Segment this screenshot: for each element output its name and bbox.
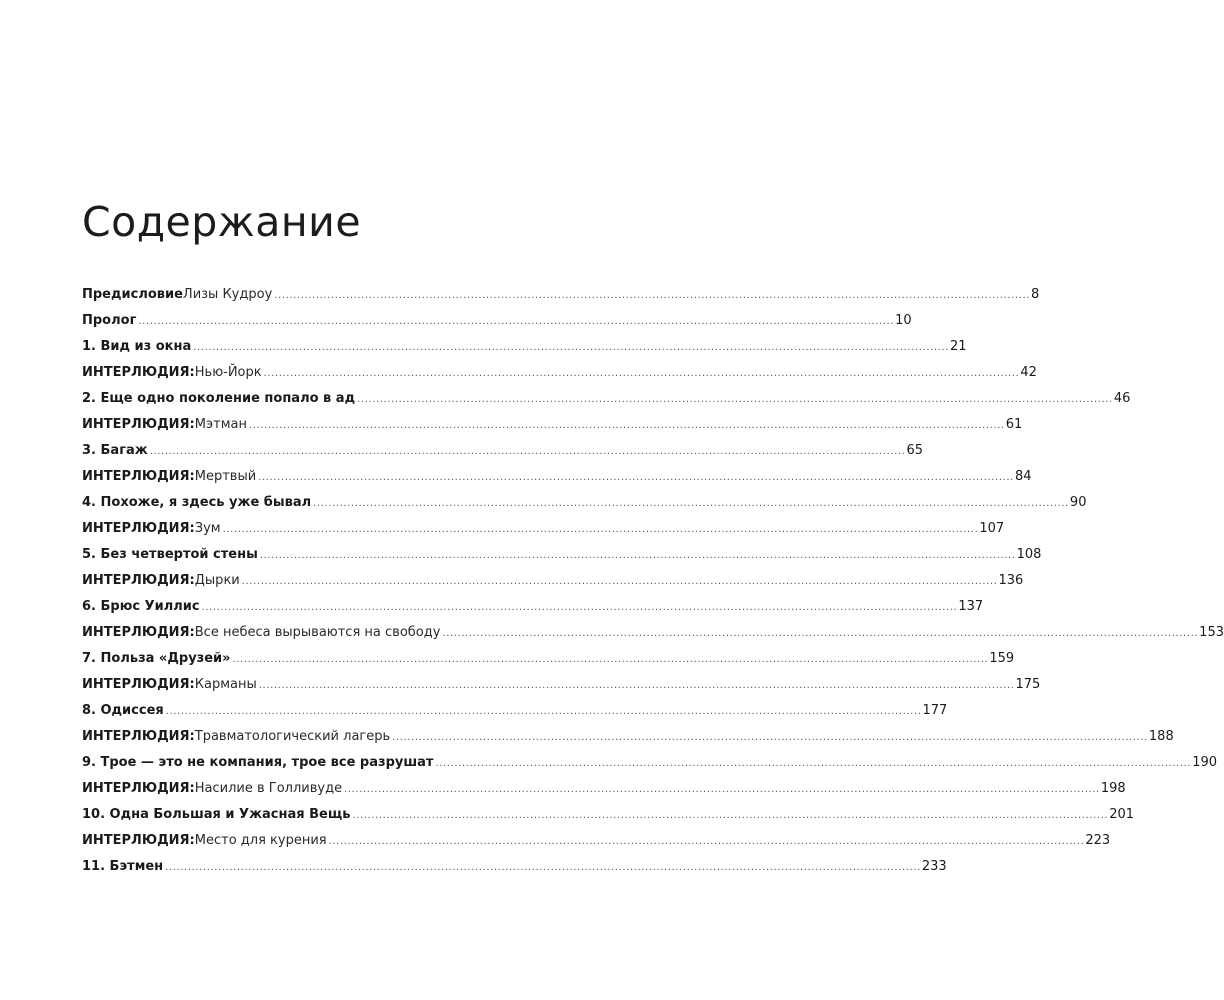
toc-page-number: 198 xyxy=(1100,781,1126,796)
toc-page-number: 188 xyxy=(1148,729,1174,744)
toc-entry-heading: ИНТЕРЛЮДИЯ: xyxy=(82,469,195,484)
dot-leader: ........................................................................................................................................................................................................ xyxy=(138,316,895,327)
toc-entry-heading: Пролог xyxy=(82,313,137,328)
toc-entry-heading: 4. Похоже, я здесь уже бывал xyxy=(82,495,312,510)
toc-entry[interactable] xyxy=(82,802,1135,828)
toc-entry-heading: 3. Багаж xyxy=(82,443,148,458)
toc-entry-subtitle: Карманы xyxy=(194,677,257,692)
toc-entry-subtitle: Травматологический лагерь xyxy=(194,729,391,744)
dot-leader: ........................................................................................................................................................................................................ xyxy=(352,810,1109,821)
toc-page-number: 8 xyxy=(1031,287,1040,302)
toc-page-number: 65 xyxy=(906,443,923,458)
dot-leader: ........................................................................................................................................................................................................ xyxy=(222,524,979,535)
toc-entry-heading: ИНТЕРЛЮДИЯ: xyxy=(82,833,195,848)
toc-entry[interactable] xyxy=(82,464,1032,490)
toc-entry-subtitle: Мертвый xyxy=(194,469,257,484)
dot-leader: ........................................................................................................................................................................................................ xyxy=(313,498,1069,509)
page-title: Содержание xyxy=(82,198,362,246)
toc-entry-heading: ИНТЕРЛЮДИЯ: xyxy=(82,625,195,640)
dot-leader: ........................................................................................................................................................................................................ xyxy=(357,394,1113,405)
toc-entry[interactable] xyxy=(82,854,947,880)
toc-page-number: 177 xyxy=(922,703,948,718)
toc-entry[interactable] xyxy=(82,542,1042,568)
toc-entry[interactable] xyxy=(82,438,923,464)
dot-leader: ........................................................................................................................................................................................................ xyxy=(258,472,1014,483)
toc-page-number: 42 xyxy=(1020,365,1037,380)
toc-entry[interactable] xyxy=(82,412,1023,438)
toc-page-number: 10 xyxy=(895,313,912,328)
toc-page-number: 159 xyxy=(989,651,1015,666)
toc-entry[interactable] xyxy=(82,568,1024,594)
toc-entry-heading: 1. Вид из окна xyxy=(82,339,192,354)
toc-page-number: 233 xyxy=(921,859,947,874)
dot-leader: ........................................................................................................................................................................................................ xyxy=(263,368,1020,379)
toc-entry-heading: ИНТЕРЛЮДИЯ: xyxy=(82,781,195,796)
dot-leader: ........................................................................................................................................................................................................ xyxy=(442,628,1199,639)
dot-leader: ........................................................................................................................................................................................................ xyxy=(241,576,998,587)
toc-entry-heading: 6. Брюс Уиллис xyxy=(82,599,200,614)
toc-entry-subtitle: Насилие в Голливуде xyxy=(194,781,343,796)
toc-entry-heading: 9. Трое — это не компания, трое все разрушат xyxy=(82,755,434,770)
dot-leader: ........................................................................................................................................................................................................ xyxy=(344,784,1100,795)
toc-entry-subtitle: Мэтман xyxy=(194,417,247,432)
toc-entry[interactable] xyxy=(82,776,1126,802)
toc-entry-heading: ИНТЕРЛЮДИЯ: xyxy=(82,729,195,744)
toc-entry[interactable] xyxy=(82,386,1131,412)
toc-entry-heading: ИНТЕРЛЮДИЯ: xyxy=(82,573,195,588)
toc-entry[interactable] xyxy=(82,360,1037,386)
toc-entry[interactable] xyxy=(82,308,912,334)
toc-entry-heading: ИНТЕРЛЮДИЯ: xyxy=(82,677,195,692)
toc-entry[interactable] xyxy=(82,620,1224,646)
dot-leader: ........................................................................................................................................................................................................ xyxy=(149,446,906,457)
dot-leader: ........................................................................................................................................................................................................ xyxy=(258,680,1015,691)
toc-page-number: 201 xyxy=(1109,807,1135,822)
dot-leader: ........................................................................................................................................................................................................ xyxy=(435,758,1192,769)
toc-entry-subtitle: Зум xyxy=(194,521,221,536)
table-of-contents xyxy=(82,282,1224,880)
toc-entry-subtitle: Все небеса вырываются на свободу xyxy=(194,625,441,640)
toc-page-number: 108 xyxy=(1016,547,1042,562)
toc-entry-heading: ИНТЕРЛЮДИЯ: xyxy=(82,365,195,380)
toc-page-number: 223 xyxy=(1085,833,1111,848)
toc-entry[interactable] xyxy=(82,334,967,360)
toc-page-number: 175 xyxy=(1015,677,1041,692)
toc-page-number: 107 xyxy=(979,521,1005,536)
dot-leader: ........................................................................................................................................................................................................ xyxy=(392,732,1148,743)
dot-leader: ........................................................................................................................................................................................................ xyxy=(193,342,949,353)
toc-page-number: 21 xyxy=(950,339,967,354)
toc-entry-heading: ИНТЕРЛЮДИЯ: xyxy=(82,521,195,536)
dot-leader: ........................................................................................................................................................................................................ xyxy=(165,862,921,873)
toc-entry-heading: 7. Польза «Друзей» xyxy=(82,651,231,666)
toc-page-number: 61 xyxy=(1005,417,1023,432)
toc-entry-subtitle: Дырки xyxy=(194,573,240,588)
toc-entry-heading: 5. Без четвертой стены xyxy=(82,547,258,562)
toc-entry[interactable] xyxy=(82,698,948,724)
dot-leader: ........................................................................................................................................................................................................ xyxy=(328,836,1085,847)
toc-entry[interactable] xyxy=(82,672,1041,698)
toc-page-number: 137 xyxy=(958,599,984,614)
toc-entry-heading: Предисловие xyxy=(82,287,183,302)
toc-entry[interactable] xyxy=(82,828,1111,854)
toc-entry-heading: 8. Одиссея xyxy=(82,703,164,718)
dot-leader: ........................................................................................................................................................................................................ xyxy=(165,706,922,717)
toc-entry[interactable] xyxy=(82,646,1015,672)
toc-entry-heading: ИНТЕРЛЮДИЯ: xyxy=(82,417,195,432)
toc-entry-heading: 2. Еще одно поколение попало в ад xyxy=(82,391,356,406)
toc-entry[interactable] xyxy=(82,724,1174,750)
toc-entry[interactable] xyxy=(82,490,1087,516)
toc-entry[interactable] xyxy=(82,594,984,620)
dot-leader: ........................................................................................................................................................................................................ xyxy=(201,602,958,613)
toc-entry-subtitle: Лизы Кудроу xyxy=(182,287,273,302)
toc-entry-subtitle: Нью-Йорк xyxy=(194,365,262,380)
toc-entry[interactable] xyxy=(82,750,1218,776)
toc-entry-subtitle: Место для курения xyxy=(194,833,327,848)
dot-leader: ........................................................................................................................................................................................................ xyxy=(248,420,1005,431)
toc-entry-heading: 10. Одна Большая и Ужасная Вещь xyxy=(82,807,351,822)
toc-page-number: 153 xyxy=(1199,625,1224,640)
dot-leader: ........................................................................................................................................................................................................ xyxy=(274,290,1031,301)
toc-entry-heading: 11. Бэтмен xyxy=(82,859,164,874)
toc-page-number: 84 xyxy=(1014,469,1032,484)
toc-page-number: 90 xyxy=(1069,495,1087,510)
dot-leader: ........................................................................................................................................................................................................ xyxy=(259,550,1016,561)
toc-entry[interactable] xyxy=(82,282,1040,308)
toc-page-number: 190 xyxy=(1192,755,1218,770)
toc-page-number: 46 xyxy=(1113,391,1131,406)
toc-page-number: 136 xyxy=(998,573,1024,588)
toc-entry[interactable] xyxy=(82,516,1005,542)
dot-leader: ........................................................................................................................................................................................................ xyxy=(232,654,989,665)
